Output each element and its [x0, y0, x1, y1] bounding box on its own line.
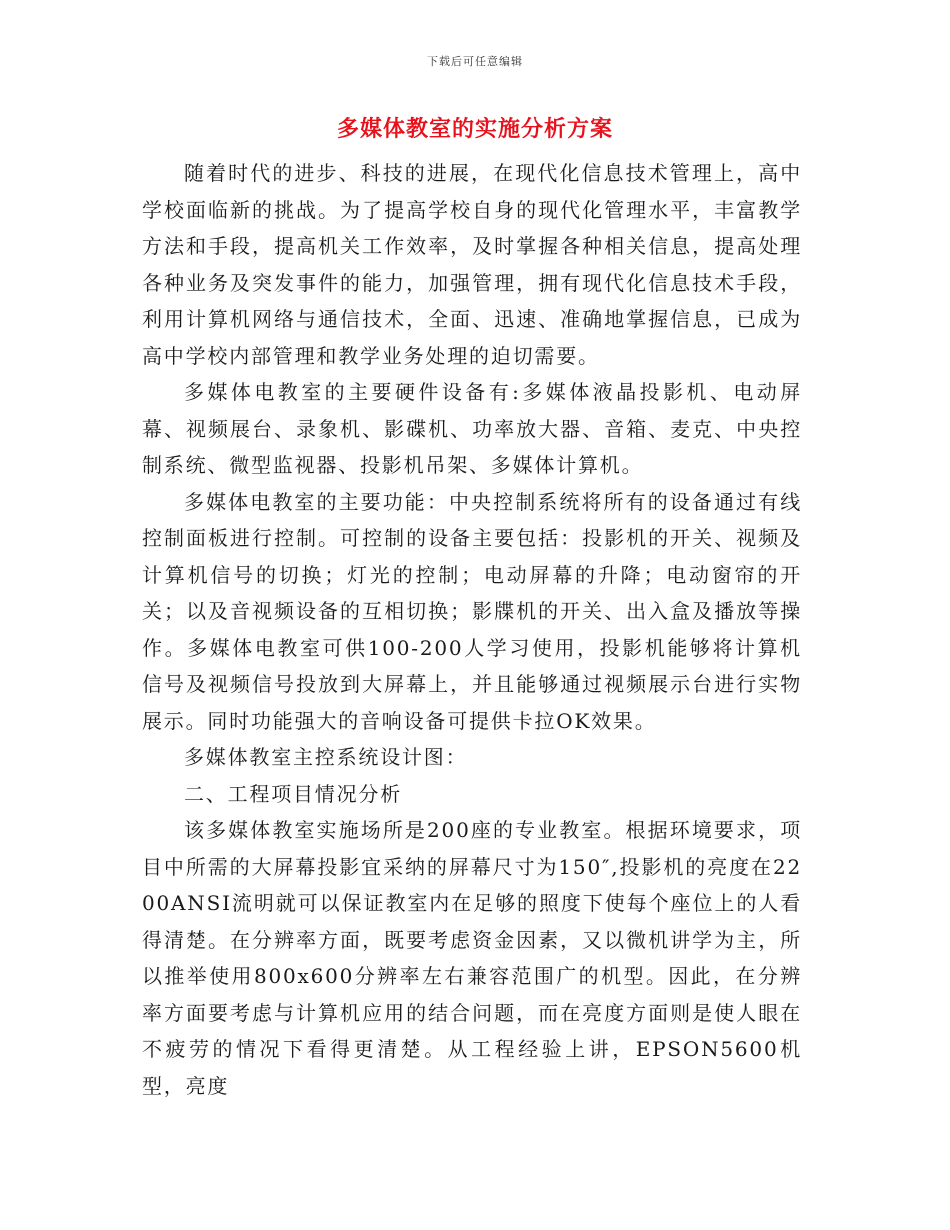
paragraph-background: 随着时代的进步、科技的进展，在现代化信息技术管理上，高中学校面临新的挑战。为了提高学校自身的现代化管理水平，丰富教学方法和手段，提高机关工作效率，及时掌握各种相关信息，提高处理各种业务及突发事件的能力，加强管理，拥有现代化信息技术手段，利用计算机网络与通信技术，全面、迅速、准确地掌握信息，已成为高中学校内部管理和教学业务处理的迫切需要。: [142, 161, 802, 368]
section-heading-project-analysis: 二、工程项目情况分析: [184, 781, 402, 806]
document-body: [142, 155, 802, 1104]
document-title: 多媒体教室的实施分析方案: [336, 117, 613, 142]
paragraph-hardware: 多媒体电教室的主要硬件设备有:多媒体液晶投影机、电动屏幕、视频展台、录象机、影碟机、功率放大器、音箱、麦克、中央控制系统、微型监视器、投影机吊架、多媒体计算机。: [142, 380, 802, 477]
page-header-note: 下载后可任意编辑: [427, 55, 523, 68]
paragraph-functions: 多媒体电教室的主要功能：中央控制系统将所有的设备通过有线控制面板进行控制。可控制的设备主要包括：投影机的开关、视频及计算机信号的切换；灯光的控制；电动屏幕的升降；电动窗帘的开关；以及音视频设备的互相切换；影牒机的开关、出入盒及播放等操作。多媒体电教室可供100-200人学习使用，投影机能够将计算机信号及视频信号投放到大屏幕上，并且能够通过视频展示台进行实物展示。同时功能强大的音响设备可提供卡拉OK效果。: [142, 489, 802, 733]
paragraph-project-analysis: 该多媒体教室实施场所是200座的专业教室。根据环境要求，项目中所需的大屏幕投影宜采纳的屏幕尺寸为150″,投影机的亮度在2200ANSI流明就可以保证教室内在足够的照度下使每个座位上的人看得清楚。在分辨率方面，既要考虑资金因素，又以微机讲学为主，所以推举使用800x600分辨率左右兼容范围广的机型。因此，在分辨率方面要考虑与计算机应用的结合问题，而在亮度方面则是使人眼在不疲劳的情况下看得更清楚。从工程经验上讲，EPSON5600机型，亮度: [142, 818, 802, 1098]
paragraph-diagram-caption: 多媒体教室主控系统设计图：: [184, 745, 468, 769]
